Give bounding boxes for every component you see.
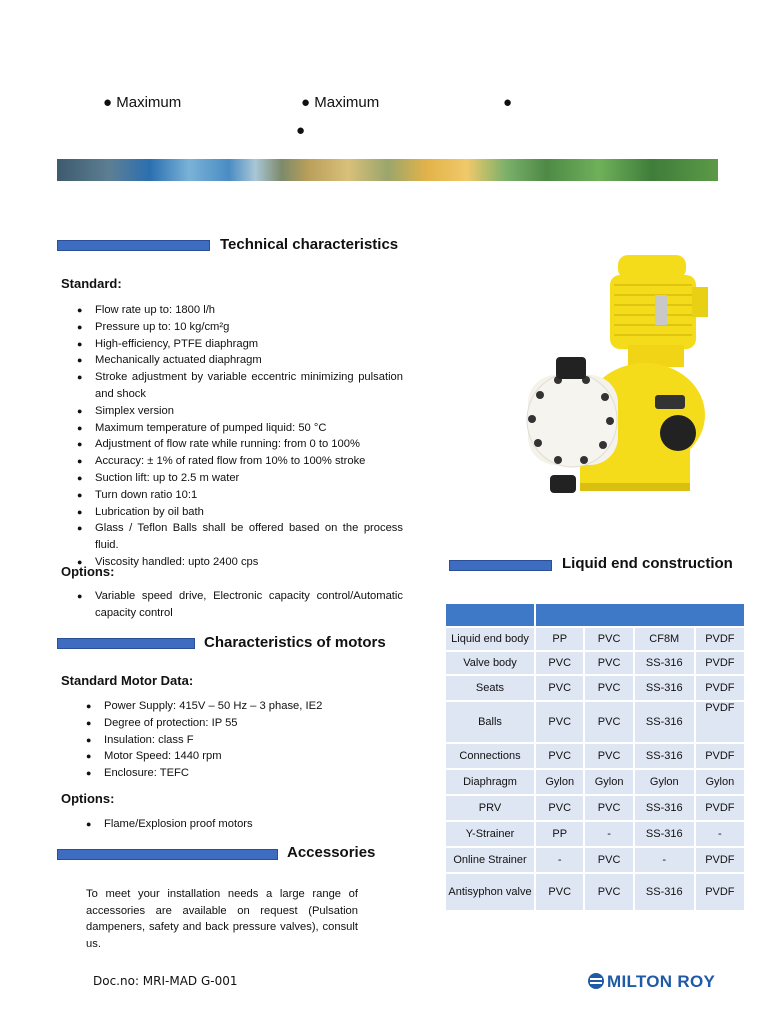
table-cell: PVC — [585, 744, 632, 768]
list-item: ● Accuracy: ± 1% of rated flow from 10% to 100% stroke — [77, 455, 366, 468]
table-cell: SS-316 — [635, 796, 694, 820]
table-row — [446, 652, 744, 674]
table-cell: PVC — [536, 744, 583, 768]
section-bar-liquid-end — [449, 560, 552, 571]
table-cell: Gylon — [635, 770, 694, 794]
row-label: Online Strainer — [446, 848, 534, 872]
section-bar-accessories — [57, 849, 278, 860]
table-row — [446, 874, 744, 910]
table-cell: SS-316 — [635, 676, 694, 700]
list-item: ● Adjustment of flow rate while running: from 0 to 100% — [77, 438, 360, 451]
table-cell: PVDF — [696, 676, 744, 700]
header-cell — [446, 604, 534, 626]
list-item: ● Mechanically actuated diaphragm — [77, 354, 262, 367]
globe-icon — [588, 973, 604, 989]
row-label: Diaphragm — [446, 770, 534, 794]
table-row — [446, 744, 744, 768]
table-cell: PVC — [536, 652, 583, 674]
milton-roy-logo — [588, 972, 715, 992]
top-bullet-1: ● Maximum — [103, 94, 182, 111]
table-cell: - — [635, 848, 694, 872]
table-cell: SS-316 — [635, 652, 694, 674]
list-item: ● Turn down ratio 10:1 — [77, 488, 198, 501]
motor-options-list — [86, 816, 404, 833]
row-label: Valve body — [446, 652, 534, 674]
motor-list — [86, 698, 404, 782]
options-heading: Options: — [61, 564, 115, 579]
motor-standard-heading: Standard Motor Data: — [61, 673, 194, 688]
table-cell: PVDF — [696, 702, 744, 742]
list-item: ● Lubrication by oil bath — [77, 505, 204, 518]
accessories-text: To meet your installation needs a large range of accessories are available on request (Pulsation dampeners, safety and back pressure valves), consult us. — [86, 888, 358, 950]
table-header-row — [446, 604, 744, 626]
table-cell: PVDF — [696, 796, 744, 820]
motor-options-heading: Options: — [61, 791, 115, 806]
banner-image — [57, 159, 718, 181]
table-cell: PVC — [536, 874, 583, 910]
table-cell: PVC — [536, 796, 583, 820]
motors-title: Characteristics of motors — [204, 634, 386, 651]
list-item: ● Enclosure: TEFC — [86, 767, 189, 780]
accessories-title: Accessories — [287, 844, 376, 861]
top-bullet-4: ● — [296, 122, 306, 139]
list-item: ● Pressure up to: 10 kg/cm²g — [77, 320, 230, 333]
list-item: ● Maximum temperature of pumped liquid: 50 °C — [77, 421, 327, 434]
table-cell: - — [696, 822, 744, 846]
table-cell: PVDF — [696, 628, 744, 650]
table-cell: SS-316 — [635, 822, 694, 846]
list-item: ● Motor Speed: 1440 rpm — [86, 750, 222, 763]
list-item: ● Flame/Explosion proof motors — [86, 818, 253, 830]
table-cell: PVC — [585, 874, 632, 910]
doc-number: Doc.no: MRI-MAD G-001 — [93, 974, 238, 988]
section-bar-technical — [57, 240, 210, 251]
list-item: ● Variable speed drive, Electronic capacity control/Automatic capacity control — [77, 590, 403, 619]
table-cell: Gylon — [536, 770, 583, 794]
table-cell: PVC — [585, 796, 632, 820]
table-row — [446, 676, 744, 700]
table-cell: PVDF — [696, 874, 744, 910]
table-cell: PVC — [585, 652, 632, 674]
table-cell: SS-316 — [635, 702, 694, 742]
row-label: Balls — [446, 702, 534, 742]
options-list — [77, 588, 403, 622]
table-cell: PVC — [585, 848, 632, 872]
liquid-end-title: Liquid end construction — [562, 555, 733, 572]
row-label: PRV — [446, 796, 534, 820]
table-cell: PVDF — [696, 848, 744, 872]
table-cell: - — [585, 822, 632, 846]
row-label: Y-Strainer — [446, 822, 534, 846]
table-cell: PVC — [585, 702, 632, 742]
list-item: ● High-efficiency, PTFE diaphragm — [77, 337, 259, 350]
list-item: ● Insulation: class F — [86, 733, 194, 746]
table-row — [446, 848, 744, 872]
table-cell: SS-316 — [635, 874, 694, 910]
table-cell: PP — [536, 822, 583, 846]
list-item: ● Stroke adjustment by variable eccentric minimizing pulsation and shock — [77, 371, 403, 400]
standard-heading: Standard: — [61, 276, 122, 291]
logo-text: MILTON ROY — [607, 972, 716, 991]
table-cell: CF8M — [635, 628, 694, 650]
list-item: ● Degree of protection: IP 55 — [86, 716, 238, 729]
table-cell: Gylon — [585, 770, 632, 794]
list-item: ● Power Supply: 415V – 50 Hz – 3 phase, IE2 — [86, 700, 323, 712]
top-bullet-2: ● Maximum — [301, 94, 380, 111]
table-cell: SS-316 — [635, 744, 694, 768]
table-cell: PVDF — [696, 652, 744, 674]
liquid-end-table — [444, 602, 746, 912]
row-label: Antisyphon valve — [446, 874, 534, 910]
row-label: Connections — [446, 744, 534, 768]
table-row — [446, 822, 744, 846]
table-row — [446, 796, 744, 820]
list-item: ● Simplex version — [77, 404, 174, 417]
table-row — [446, 770, 744, 794]
list-item: ● Suction lift: up to 2.5 m water — [77, 471, 240, 484]
technical-title: Technical characteristics — [220, 236, 399, 253]
row-label: Liquid end body — [446, 628, 534, 650]
table-cell: PVC — [585, 676, 632, 700]
table-cell: PVDF — [696, 744, 744, 768]
row-label: Seats — [446, 676, 534, 700]
top-bullet-3: ● — [503, 94, 513, 111]
header-cell — [536, 604, 744, 626]
table-cell: PVC — [536, 676, 583, 700]
list-item: ● Flow rate up to: 1800 l/h — [77, 304, 216, 316]
table-cell: Gylon — [696, 770, 744, 794]
pump-image — [510, 245, 720, 525]
table-cell: PP — [536, 628, 583, 650]
table-row — [446, 628, 744, 650]
table-cell: PVC — [536, 702, 583, 742]
table-cell: - — [536, 848, 583, 872]
table-cell: PVC — [585, 628, 632, 650]
standard-list — [77, 302, 403, 571]
section-bar-motors — [57, 638, 195, 649]
list-item: ● Viscosity handled: upto 2400 cps — [77, 555, 259, 568]
table-row — [446, 702, 744, 742]
list-item: ● Glass / Teflon Balls shall be offered based on the process fluid. — [77, 522, 403, 552]
